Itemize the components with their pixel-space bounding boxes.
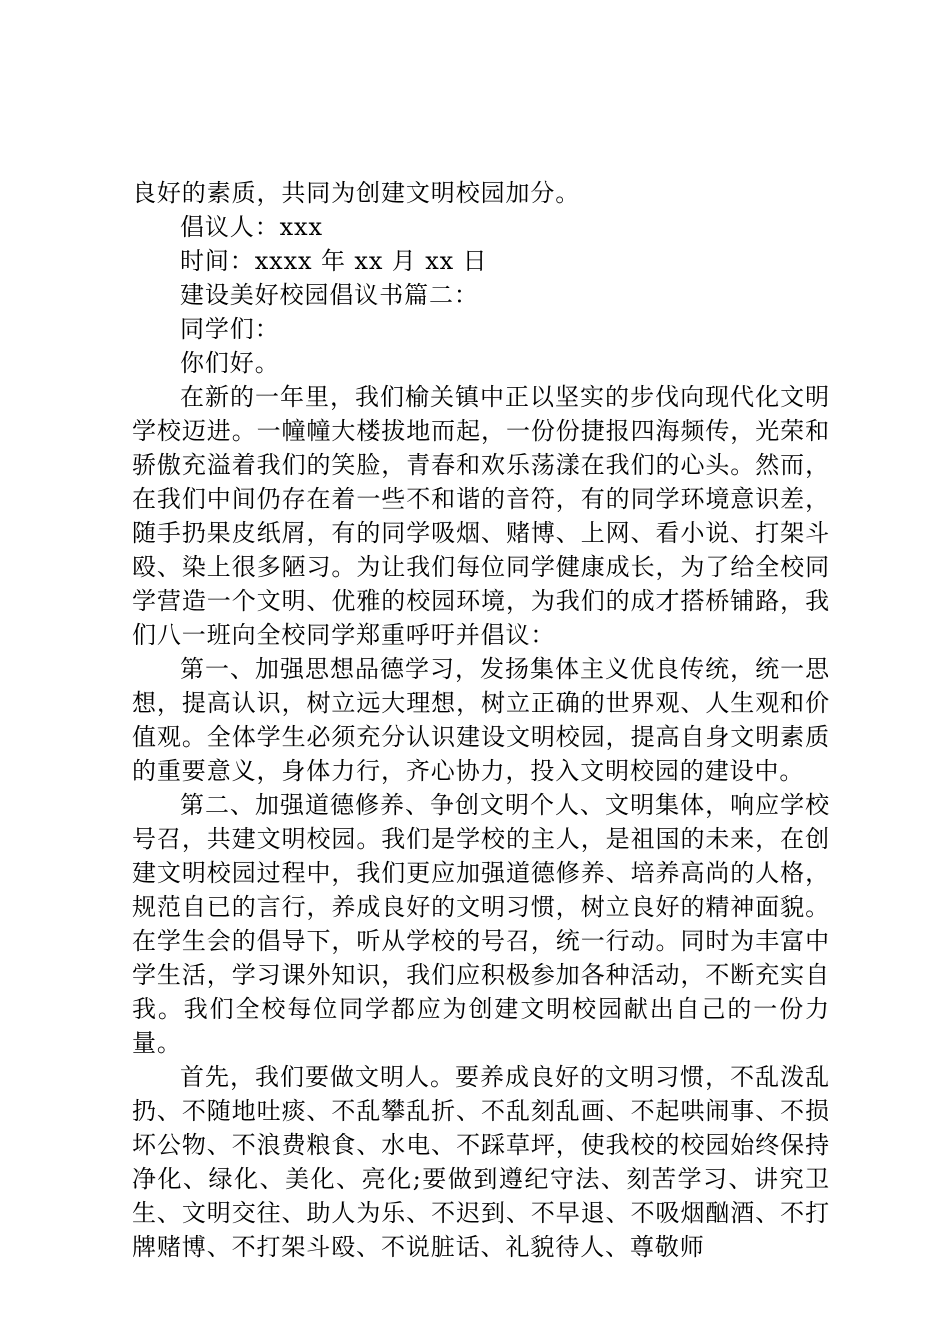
paragraph-second: 第二、加强道德修养、争创文明个人、文明集体，响应学校号召，共建文明校园。我们是学校的主人，是祖国的未来，在创建文明校园过程中，我们更应加强道德修养、培养高尚的人格，规范自已的言行，养成良好的文明习惯，树立良好的精神面貌。在学生会的倡导下，听从学校的号召，统一行动。同时为丰富中学生活，学习课外知识，我们应积极参加各种活动，不断充实自我。我们全校每位同学都应为创建文明校园献出自己的一份力量。 [132,791,830,1057]
greeting: 你们好。 [180,349,280,377]
paragraph-intro: 在新的一年里，我们榆关镇中正以坚实的步伐向现代化文明学校迈进。一幢幢大楼拔地而起，一份份捷报四海频传，光荣和骄傲充溢着我们的笑脸，青春和欢乐荡漾在我们的心头。然而，在我们中间仍存在着一些不和谐的音符，有的同学环境意识差，随手扔果皮纸屑，有的同学吸烟、赌博、上网、看小说、打架斗殴、染上很多陋习。为让我们每位同学健康成长，为了给全校同学营造一个文明、优雅的校园环境，为我们的成才搭桥铺路，我们八一班向全校同学郑重呼吁并倡议： [132,383,830,649]
signer-line: 倡议人：xxx [180,213,323,241]
document-page [132,176,830,1264]
opening-line: 良好的素质，共同为创建文明校园加分。 [132,179,581,207]
date-line: 时间：xxxx 年 xx 月 xx 日 [180,247,488,275]
section-title: 建设美好校园倡议书篇二： [180,281,479,309]
salutation: 同学们： [180,315,280,343]
paragraph-civility: 首先，我们要做文明人。要养成良好的文明习惯，不乱泼乱扔、不随地吐痰、不乱攀乱折、不乱刻乱画、不起哄闹事、不损坏公物、不浪费粮食、水电、不踩草坪，使我校的校园始终保持净化、绿化、美化、亮化;要做到遵纪守法、刻苦学习、讲究卫生、文明交往、助人为乐、不迟到、不早退、不吸烟酗酒、不打牌赌博、不打架斗殴、不说脏话、礼貌待人、尊敬师 [132,1063,830,1261]
paragraph-first: 第一、加强思想品德学习，发扬集体主义优良传统，统一思想，提高认识，树立远大理想，树立正确的世界观、人生观和价值观。全体学生必须充分认识建设文明校园，提高自身文明素质的重要意义，身体力行，齐心协力，投入文明校园的建设中。 [132,655,830,785]
